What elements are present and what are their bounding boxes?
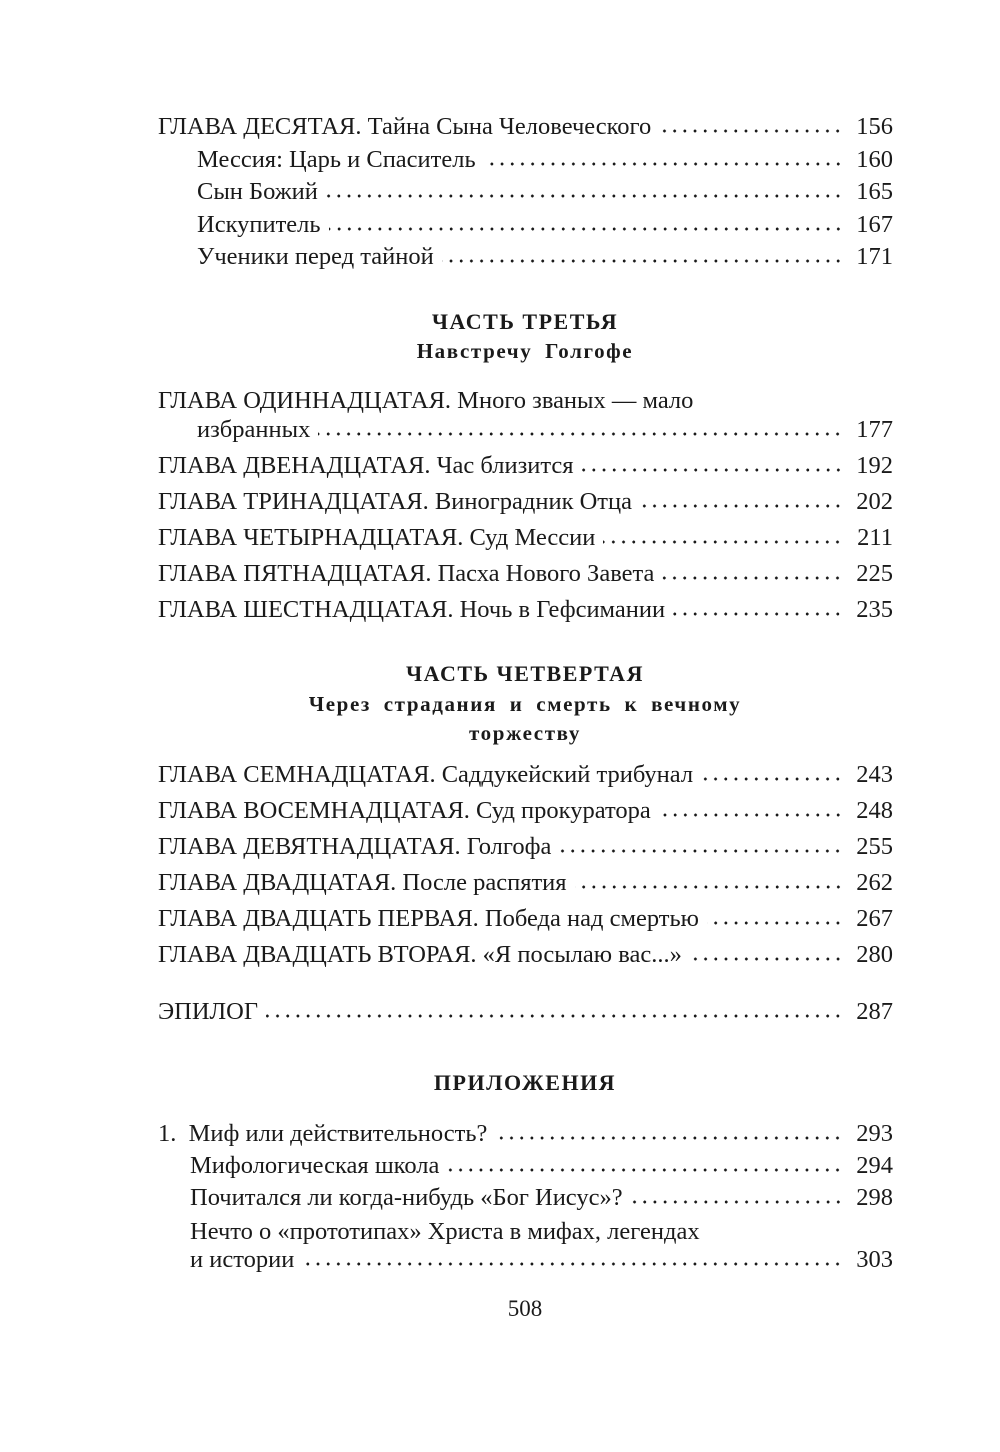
toc-entry — [158, 523, 893, 553]
toc-title: Ученики перед тайной — [197, 243, 434, 270]
dot-leader — [631, 1199, 843, 1205]
toc-entry — [158, 868, 893, 898]
part-heading: ЧАСТЬ ТРЕТЬЯ — [431, 309, 619, 334]
toc-title: ГЛАВА ПЯТНАДЦАТАЯ. Пасха Нового Завета — [158, 560, 655, 587]
dot-leader — [640, 503, 843, 509]
toc-title-line1: ГЛАВА ОДИННАДЦАТАЯ. Много званых — мало — [158, 387, 694, 414]
dot-leader — [326, 193, 843, 199]
dot-leader — [673, 611, 843, 617]
part-subtitle: Навстречу Голгофе — [416, 339, 634, 363]
toc-entry — [158, 760, 893, 790]
toc-entry-epilogue — [158, 997, 893, 1027]
dot-leader — [690, 956, 843, 962]
dot-leader — [603, 539, 843, 545]
toc-subentry — [197, 177, 893, 207]
toc-title: ГЛАВА ДЕВЯТНАДЦАТАЯ. Голгофа — [158, 833, 552, 860]
toc-entry — [158, 451, 893, 481]
toc-page: 298 — [856, 1184, 893, 1211]
toc-subentry — [190, 1151, 893, 1181]
toc-page: 202 — [856, 488, 893, 515]
toc-title: Мифологическая школа — [190, 1152, 440, 1179]
toc-page: 293 — [856, 1120, 893, 1147]
dot-leader — [659, 812, 843, 818]
dot-leader — [575, 884, 843, 890]
dot-leader — [559, 848, 843, 854]
dot-leader — [329, 226, 843, 232]
toc-entry — [158, 940, 893, 970]
toc-page: 294 — [856, 1152, 893, 1179]
toc-page: 280 — [856, 941, 893, 968]
toc-page: 225 — [856, 560, 893, 587]
toc-page: 255 — [856, 833, 893, 860]
toc-title: ГЛАВА ТРИНАДЦАТАЯ. Виноградник Отца — [158, 488, 632, 515]
toc-page: 211 — [857, 524, 893, 551]
dot-leader — [662, 575, 843, 581]
toc-title: ГЛАВА ДВАДЦАТАЯ. После распятия — [158, 869, 567, 896]
toc-title: ГЛАВА СЕМНАДЦАТАЯ. Саддукейский трибунал — [158, 761, 694, 788]
toc-page: 167 — [856, 211, 893, 238]
toc-page: 303 — [856, 1246, 893, 1273]
toc-entry — [158, 1119, 893, 1149]
toc-subentry — [197, 210, 893, 240]
dot-leader — [484, 161, 843, 167]
toc-entry — [158, 487, 893, 517]
toc-subentry — [197, 242, 893, 272]
toc-page: 262 — [856, 869, 893, 896]
toc-title: ГЛАВА ВОСЕМНАДЦАТАЯ. Суд прокуратора — [158, 797, 651, 824]
toc-entry — [158, 832, 893, 862]
toc-entry — [197, 415, 893, 445]
toc-title: Мессия: Царь и Спаситель — [197, 146, 476, 173]
toc-subentry — [190, 1183, 893, 1213]
dot-leader — [318, 431, 843, 437]
toc-entry — [158, 595, 893, 625]
toc-page: 267 — [856, 905, 893, 932]
toc-page: 171 — [856, 243, 893, 270]
toc-title: Сын Божий — [197, 178, 318, 205]
toc-title: ГЛАВА ЧЕТЫРНАДЦАТАЯ. Суд Мессии — [158, 524, 596, 551]
dot-leader — [582, 467, 843, 473]
dot-leader — [659, 128, 843, 134]
dot-leader — [302, 1261, 843, 1267]
dot-leader — [495, 1135, 843, 1141]
toc-title: Искупитель — [197, 211, 321, 238]
toc-title: ГЛАВА ДВЕНАДЦАТАЯ. Час близится — [158, 452, 574, 479]
toc-entry — [158, 796, 893, 826]
toc-page: 160 — [856, 146, 893, 173]
part-heading: ЧАСТЬ ЧЕТВЕРТАЯ — [406, 661, 644, 686]
dot-leader — [707, 920, 843, 926]
toc-page: 287 — [856, 998, 893, 1025]
dot-leader — [701, 776, 843, 782]
toc-page: 235 — [856, 596, 893, 623]
toc-page: 248 — [856, 797, 893, 824]
toc-title: ГЛАВА ДВАДЦАТЬ ВТОРАЯ. «Я посылаю вас...» — [158, 941, 682, 968]
toc-title-line1: Нечто о «прототипах» Христа в мифах, легендах — [190, 1218, 700, 1245]
toc-subentry — [197, 145, 893, 175]
dot-leader — [442, 258, 843, 264]
toc-page: 177 — [856, 416, 893, 443]
toc-entry — [158, 559, 893, 589]
page-number: 508 — [507, 1296, 543, 1321]
toc-title-line2: избранных — [197, 416, 311, 443]
toc-title: 1. Миф или действительность? — [158, 1120, 488, 1147]
toc-page: 192 — [856, 452, 893, 479]
toc-title-line2: и истории — [190, 1246, 295, 1273]
dot-leader — [266, 1013, 843, 1019]
toc-entry — [158, 904, 893, 934]
toc-title: ГЛАВА ШЕСТНАДЦАТАЯ. Ночь в Гефсимании — [158, 596, 666, 623]
toc-entry — [158, 112, 893, 142]
part-subtitle-line1: Через страдания и смерть к вечному — [308, 692, 742, 716]
toc-title: ГЛАВА ДВАДЦАТЬ ПЕРВАЯ. Победа над смертью — [158, 905, 699, 932]
toc-title: Почитался ли когда-нибудь «Бог Иисус»? — [190, 1184, 623, 1211]
toc-title: ГЛАВА ДЕСЯТАЯ. Тайна Сына Человеческого — [158, 113, 652, 140]
toc-page: 165 — [856, 178, 893, 205]
toc-page: 243 — [856, 761, 893, 788]
dot-leader — [447, 1167, 843, 1173]
toc-subentry — [190, 1245, 893, 1275]
part-subtitle-line2: торжеству — [469, 721, 581, 745]
appendix-heading: ПРИЛОЖЕНИЯ — [433, 1070, 617, 1095]
toc-page: 156 — [856, 113, 893, 140]
toc-title: ЭПИЛОГ — [158, 998, 259, 1025]
